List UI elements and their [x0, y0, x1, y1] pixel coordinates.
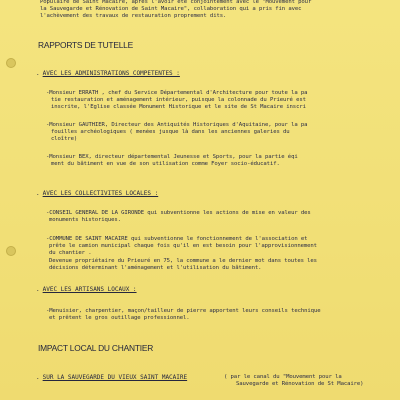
paragraph-line: -Menuisier, charpentier, maçon/tailleur de pierre apportent leurs conseils technique [46, 308, 321, 314]
subheading-note-line: Sauvegarde et Rénovation de St Macaire) [236, 381, 364, 387]
paragraph-line: inscrite, l'Eglise classée Monument Historique et le site de St Macaire inscri [51, 104, 306, 110]
subheading-artisans-locaux: . AVEC LES ARTISANS LOCAUX : [36, 286, 137, 293]
intro-line: l'achèvement des travaux de restauration proprement dits. [40, 13, 227, 19]
paragraph-line: monuments historiques. [49, 217, 121, 223]
paragraph-line: prête le camion municipal chaque fois qu'il en est besoin pour l'approvisionnement [49, 243, 317, 249]
paragraph-line: -Monsieur BEX, directeur départemental Jeunesse et Sports, pour la partie éqi [46, 154, 298, 160]
paragraph-line: décisions déterminant l'aménagement et l'utilisation du bâtiment. [49, 265, 262, 271]
punch-hole [6, 246, 16, 256]
section-heading-rapports-de-tutelle: RAPPORTS DE TUTELLE [38, 40, 134, 50]
paragraph-line: fouilles archéologiques ( menées jusque là dans les anciennes galeries du [51, 129, 290, 135]
paragraph-line: ment du bâtiment en vue de son utilisation comme Foyer socio-éducatif. [51, 161, 280, 167]
punch-hole [6, 58, 16, 68]
subheading-sauvegarde: . SUR LA SAUVEGARDE DU VIEUX SAINT MACAIRE [36, 374, 188, 381]
paragraph-line: -Monsieur ERRATH , chef du Service Départemental d'Architecture pour toute la pa [46, 90, 308, 96]
paragraph-line: et prêtent le gros outillage professionnel. [49, 315, 190, 321]
subheading-note-line: ( par le canal du "Mouvement pour la [224, 374, 342, 380]
paragraph-line: tie restauration et aménagement intérieur, puisque la colonnade du Prieuré est [51, 97, 306, 103]
paragraph-line: -Monsieur GAUTHIER, Directeur des Antiquités Historiques d'Aquitaine, pour la pa [46, 122, 308, 128]
intro-line: la Sauvegarde et Rénovation de Saint Macaire", collaboration qui a pris fin avec [40, 6, 302, 12]
subheading-administrations: . AVEC LES ADMINISTRATIONS COMPETENTES : [36, 70, 180, 77]
subheading-collectivites-locales: . AVEC LES COLLECTIVITES LOCALES : [36, 190, 159, 197]
paragraph-line: Devenue propriétaire du Prieuré en 75, la commune a le dernier mot dans toutes les [49, 258, 317, 264]
paragraph-line: -COMMUNE DE SAINT MACAIRE qui subventionne le fonctionnement de l'association et [46, 236, 308, 242]
paragraph-line: -CONSEIL GENERAL DE LA GIRONDE qui subventionne les actions de mise en valeur des [46, 210, 311, 216]
paragraph-line: cloître) [51, 136, 78, 142]
section-heading-impact-local: IMPACT LOCAL DU CHANTIER [38, 343, 154, 353]
intro-line: Populaire de Saint Macaire, après l'avoir été conjointement avec le "Mouvement pour [40, 0, 312, 5]
paragraph-line: du chantier . [49, 250, 92, 256]
